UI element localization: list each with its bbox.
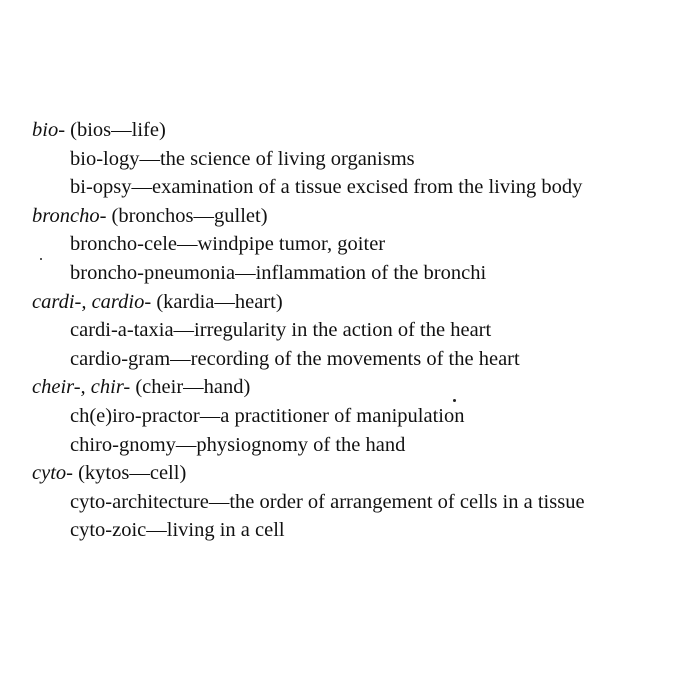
entry-heading-cyto	[32, 459, 672, 488]
root-term: broncho-	[32, 204, 107, 227]
root-term: bio-	[32, 119, 66, 141]
example-line: bio-logy—the science of living organisms	[70, 147, 415, 170]
example-line: cardio-gram—recording of the movements of the heart	[70, 347, 520, 370]
example-line: broncho-cele—windpipe tumor, goiter	[70, 233, 386, 256]
root-gloss: (kardia—heart)	[156, 290, 283, 313]
entry-heading-cardio	[32, 288, 672, 317]
root-word-list	[32, 116, 672, 545]
example-line: chiro-gnomy—physiognomy of the hand	[70, 433, 406, 456]
example-line: ch(e)iro-practor—a practitioner of manipulation	[70, 404, 465, 427]
print-speck	[453, 399, 456, 402]
example-line: bi-opsy—examination of a tissue excised from the living body	[70, 176, 583, 199]
entry-heading-bio	[32, 116, 672, 145]
print-speck	[40, 258, 42, 260]
example-line: broncho-pneumonia—inflammation of the bronchi	[70, 261, 487, 284]
root-gloss: (cheir—hand)	[135, 376, 251, 399]
example-line: cardi-a-taxia—irregularity in the action of the heart	[70, 319, 492, 342]
root-gloss: (bronchos—gullet)	[111, 204, 268, 227]
entry-heading-broncho	[32, 202, 672, 231]
root-gloss: (bios—life)	[70, 119, 166, 141]
entry-heading-chir	[32, 373, 672, 402]
example-line: cyto-zoic—living in a cell	[70, 519, 285, 542]
root-term: cheir-, chir-	[32, 376, 131, 399]
example-line: cyto-architecture—the order of arrangement of cells in a tissue	[70, 490, 585, 513]
root-gloss: (kytos—cell)	[78, 462, 187, 485]
root-term: cyto-	[32, 462, 73, 485]
root-term: cardi-, cardio-	[32, 290, 152, 313]
